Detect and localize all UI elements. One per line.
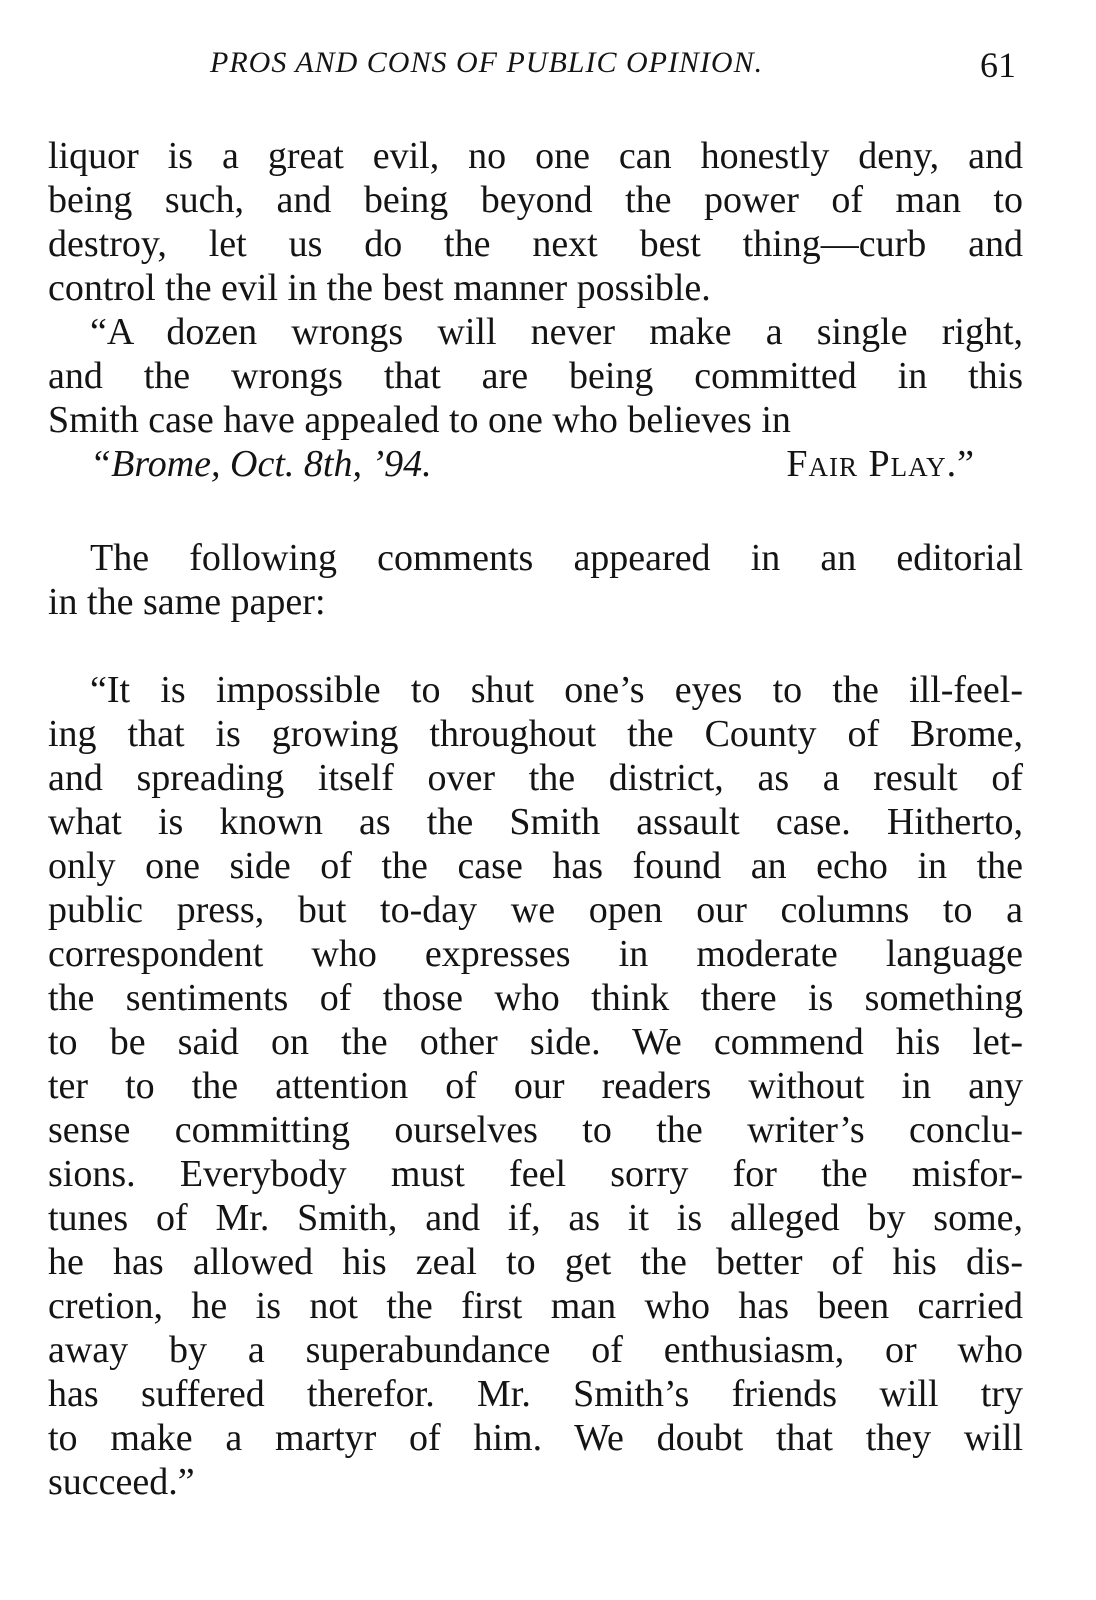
letter-signature: [48, 442, 1023, 486]
text-line: liquor is a great evil, no one can honestly deny, and: [48, 135, 1023, 177]
text-line: correspondent who expresses in moderate language: [48, 933, 1023, 975]
text-line: tunes of Mr. Smith, and if, as it is alleged by some,: [48, 1197, 1023, 1239]
text-line: being such, and being beyond the power of man to: [48, 179, 1023, 221]
text-line: control the evil in the best manner possible.: [48, 267, 711, 309]
signature-place-date: “Brome, Oct. 8th, ’94.: [90, 443, 432, 485]
intro-paragraph: [48, 536, 1023, 624]
text-line: sense committing ourselves to the writer’s conclu-: [48, 1109, 1023, 1151]
page-number: 61: [980, 45, 1016, 85]
text-line: sions. Everybody must feel sorry for the misfor-: [48, 1153, 1023, 1195]
text-line: “It is impossible to shut one’s eyes to the ill-feel-: [90, 669, 1023, 711]
text-line: cretion, he is not the first man who has been carried: [48, 1285, 1023, 1327]
text-line: in the same paper:: [48, 581, 326, 623]
text-line: and the wrongs that are being committed in this: [48, 355, 1023, 397]
text-line: Smith case have appealed to one who believes in: [48, 399, 791, 441]
text-line: destroy, let us do the next best thing—curb and: [48, 223, 1023, 265]
text-line: “A dozen wrongs will never make a single right,: [90, 311, 1023, 353]
text-line: The following comments appeared in an editorial: [90, 537, 1023, 579]
signature-name: Fair Play.”: [786, 443, 975, 485]
text-line: has suffered therefor. Mr. Smith’s friends will try: [48, 1373, 1023, 1415]
text-line: to make a martyr of him. We doubt that they will: [48, 1417, 1023, 1459]
text-line: the sentiments of those who think there is something: [48, 977, 1023, 1019]
editorial-quote: [48, 668, 1023, 1504]
text-line: ter to the attention of our readers without in any: [48, 1065, 1023, 1107]
text-line: only one side of the case has found an echo in the: [48, 845, 1023, 887]
text-line: to be said on the other side. We commend his let-: [48, 1021, 1023, 1063]
letter-conclusion: [48, 134, 1023, 486]
text-line: what is known as the Smith assault case. Hitherto,: [48, 801, 1023, 843]
text-line: ing that is growing throughout the County of Brome,: [48, 713, 1023, 755]
text-line: and spreading itself over the district, as a result of: [48, 757, 1023, 799]
running-head: PROS AND CONS OF PUBLIC OPINION.: [210, 46, 764, 79]
text-line: succeed.”: [48, 1461, 195, 1503]
text-line: away by a superabundance of enthusiasm, or who: [48, 1329, 1023, 1371]
text-line: he has allowed his zeal to get the better of his dis-: [48, 1241, 1023, 1283]
text-line: public press, but to-day we open our columns to a: [48, 889, 1023, 931]
